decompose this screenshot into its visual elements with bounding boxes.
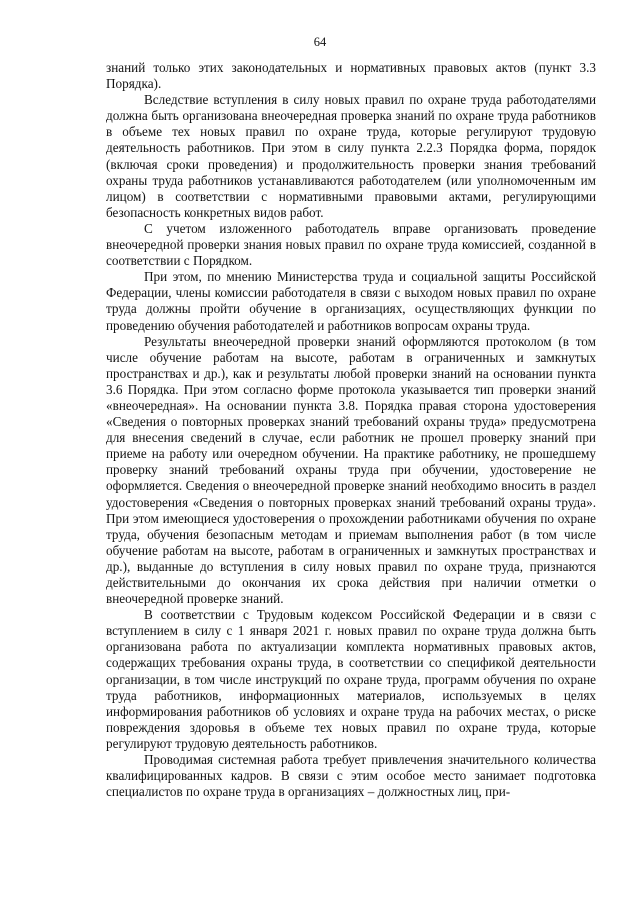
paragraph-ministry-opinion: При этом, по мнению Министерства труда и социальной защиты Российской Федерации, члены комиссии работодателя в связи с выходом новых правил по охране труда должны пройти обучение в организациях, осуществляющих функции по проведению обучения работодателей и работников вопросам охраны труда.	[106, 269, 596, 333]
paragraph-check-results-protocol: Результаты внеочередной проверки знаний оформляются протоколом (в том числе обучение работам на высоте, работам в ограниченных и замкнутых пространствах и др.), как и результаты любой проверки знаний на основании пункта 3.6 Порядка. При этом согласно форме протокола указывается тип проверки знаний «внеочередная». На основании пункта 3.8. Порядка правая сторона удостоверения «Сведения о повторных проверках знаний требований охраны труда» предусмотрена для внесения сведений в случае, если работник не прошел проверку знаний при приеме на работу или очередном обучении. На практике работнику, не прошедшему проверку знаний требований охраны труда при обучении, удостоверение не оформляется. Сведения о внеочередной проверке знаний необходимо вносить в раздел удостоверения «Сведения о повторных проверках знаний требований охраны труда». При этом имеющиеся удостоверения о прохождении работниками обучения по охране труда, обучения безопасным методам и приемам выполнения работ (в том числе обучение работам на высоте, работам в ограниченных и замкнутых пространствах и др.), выданные до вступления в силу новых правил по охране труда, признаются действительными до окончания их срока действия при наличии отметки о внеочередной проверке знаний.	[106, 333, 596, 607]
paragraph-new-rules-knowledge-check: Вследствие вступления в силу новых правил по охране труда работодателями должна быть организована внеочередная проверка знаний по охране труда работников в объеме тех новых правил по охране труда, которые регулируют трудовую деятельность работников. При этом в силу пункта 2.2.3 Порядка форма, порядок (включая сроки проведения) и продолжительность проверки знания требований охраны труда работников устанавливаются работодателем (или уполномоченным им лицом) в соответствии с нормативными правовыми актами, регулирующими безопасность конкретных видов работ.	[106, 92, 596, 220]
paragraph-qualified-staff: Проводимая системная работа требует привлечения значительного количества квалифицированных кадров. В связи с этим особое место занимает подготовка специалистов по охране труда в организациях – должностных лиц, при-	[106, 752, 596, 800]
paragraph-continued: знаний только этих законодательных и нормативных правовых актов (пункт 3.3 Порядка).	[106, 60, 596, 92]
paragraph-employer-commission: С учетом изложенного работодатель вправе организовать проведение внеочередной проверки знания новых правил по охране труда комиссией, созданной в соответствии с Порядком.	[106, 220, 596, 269]
paragraph-labor-code-actualization: В соответствии с Трудовым кодексом Российской Федерации и в связи с вступлением в силу с 1 января 2021 г. новых правил по охране труда должна быть организована работа по актуализации комплекта нормативных правовых актов, содержащих требования охраны труда, в соответствии со спецификой деятельности организации, в том числе инструкций по охране труда, программ обучения по охране труда работников, информационных материалов, используемых в целях информирования работников об условиях и охране труда на рабочих местах, о риске повреждения здоровья в объеме тех новых правил по охране труда, которые регулируют трудовую деятельность работников.	[106, 607, 596, 751]
page-number: 64	[313, 35, 327, 49]
body-text	[106, 60, 596, 800]
